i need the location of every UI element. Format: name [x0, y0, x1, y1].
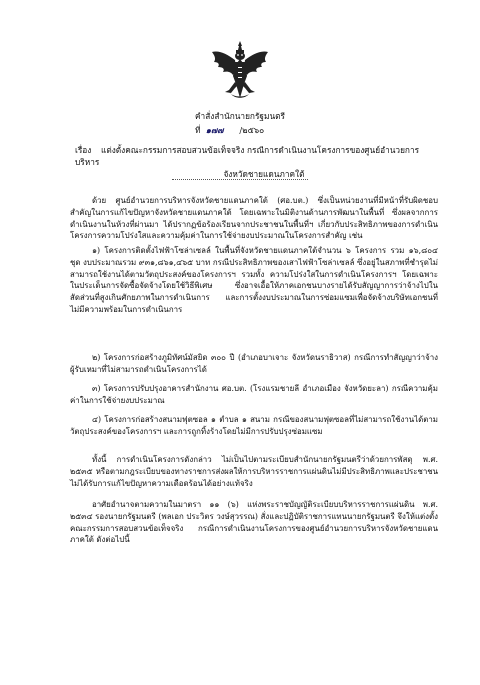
order-number: [195, 125, 264, 136]
order-number-prefix: ที่: [195, 125, 201, 135]
item-1-paragraph: [70, 245, 438, 316]
divider: [172, 179, 308, 180]
paragraph-3: [70, 499, 438, 546]
item-4-text: ๔) โครงการก่อสร้างสนามฟุตซอล ๑ ตำบล ๑ สนาม กรณีของสนามฟุตซอลที่ไม่สามารถใช้งานได้ตามวัตถุประสงค์ของโครงการฯ และการถูกทิ้งร้างโดยไม่มีการปรับปรุงซ่อมแซม: [70, 415, 438, 436]
paragraph-2-text: ทั้งนี้ การดำเนินโครงการดังกล่าว ไม่เป็นไปตามระเบียบสำนักนายกรัฐมนตรีว่าด้วยการพัสดุ พ.ศ. ๒๕๓๕ หรือตามกฎระเบียบของทางราชการส่งผลให้การบริหารราชการแผ่นดินไม่มีประสิทธิภาพและประชาชนไม่ได้รับการแก้ไขปัญหาความเดือดร้อนได้อย่างแท้จริง: [70, 455, 438, 488]
item-3-paragraph: [70, 383, 438, 407]
subject-line-2: จังหวัดชายแดนภาคใต้: [223, 169, 305, 179]
intro-text: ด้วย ศูนย์อำนวยการบริหารจังหวัดชายแดนภาคใต้ (ศอ.บต.) ซึ่งเป็นหน่วยงานที่มีหน้าที่รับผิดชอบสำคัญในการแก้ไขปัญหาจังหวัดชายแดนภาคใต้ โดยเฉพาะในมิติงานด้านการพัฒนาในพื้นที่ ซึ่งผลจากการดำเนินงานในห้วงที่ผ่านมา ได้ปรากฏข้อร้องเรียนจากประชาชนในพื้นที่ฯ เกี่ยวกับประสิทธิภาพของการดำเนินโครงการความโปร่งใสและความคุ้มค่าในการใช้จ่ายงบประมาณในโครงการสำคัญ เช่น: [70, 196, 438, 241]
paragraph-3-text: อาศัยอำนาจตามความในมาตรา ๑๑ (๖) แห่งพระราชบัญญัติระเบียบบริหารราชการแผ่นดิน พ.ศ. ๒๕๓๔ รองนายกรัฐมนตรี (พลเอก ประวิตร วงษ์สุวรรณ) สั่งและปฏิบัติราชการแทนนายกรัฐมนตรี จึงให้แต่งตั้งคณะกรรมการสอบสวนข้อเท็จจริง กรณีการดำเนินงานโครงการของศูนย์อำนวยการบริหารจังหวัดชายแดนภาคใต้ ดังต่อไปนี้: [70, 500, 438, 545]
item-2-paragraph: [70, 352, 438, 376]
intro-paragraph: [70, 195, 438, 242]
office-name: คำสั่งสำนักนายกรัฐมนตรี: [195, 111, 285, 121]
item-1-text: ๑) โครงการติดตั้งไฟฟ้าโซล่าเซลล์ ในพื้นที่จังหวัดชายแดนภาคใต้จำนวน ๖ โครงการ รวม ๑๖,๘๐๔ ชุด งบประมาณรวม ๙๓๑,๘๖๑,๔๖๕ บาท กรณีประสิทธิภาพของเสาไฟฟ้าโซล่าเซลล์ ซึ่งอยู่ในสภาพที่ชำรุดไม่สามารถใช้งานได้ตามวัตถุประสงค์ของโครงการฯ รวมทั้ง ความโปร่งใสในการดำเนินโครงการฯ โดยเฉพาะในประเด็นการจัดซื้อจัดจ้างโดยใช้วิธีพิเศษ ซึ่งอาจเอื้อให้ภาคเอกชนบางรายได้รับสัญญาการว่าจ้างไปในสัดส่วนที่สูงเกินศักยภาพในการดำเนินการ และการตั้งงบประมาณในการซ่อมแซมเพื่อจัดจ้างบริษัทเอกชนที่ไม่มีความพร้อมในการดำเนินการ: [70, 246, 438, 314]
subject-label: เรื่อง: [75, 145, 92, 155]
order-number-year: /๒๕๖๐: [239, 125, 265, 135]
item-3-text: ๓) โครงการปรับปรุงอาคารสำนักงาน ศอ.บต. (โรงแรมชายลี อำเภอเมือง จังหวัดยะลา) กรณีความคุ้มค่าในการใช้จ่ายงบประมาณ: [70, 384, 438, 405]
subject-block: [75, 144, 427, 180]
item-4-paragraph: [70, 414, 438, 438]
order-number-handwritten: ๑๗๗: [205, 125, 224, 135]
item-2-text: ๒) โครงการก่อสร้างภูมิทัศน์มัสยิด ๓๐๐ ปี (อำเภอบาเจาะ จังหวัดนราธิวาส) กรณีการทำสัญญาว่าจ้างผู้รับเหมาที่ไม่สามารถดำเนินโครงการได้: [70, 353, 438, 374]
garuda-emblem-icon: [211, 40, 269, 102]
paragraph-2: [70, 454, 438, 489]
subject-line-1: แต่งตั้งคณะกรรมการสอบสวนข้อเท็จจริง กรณีการดำเนินงานโครงการของศูนย์อำนวยการบริหาร: [75, 145, 420, 167]
